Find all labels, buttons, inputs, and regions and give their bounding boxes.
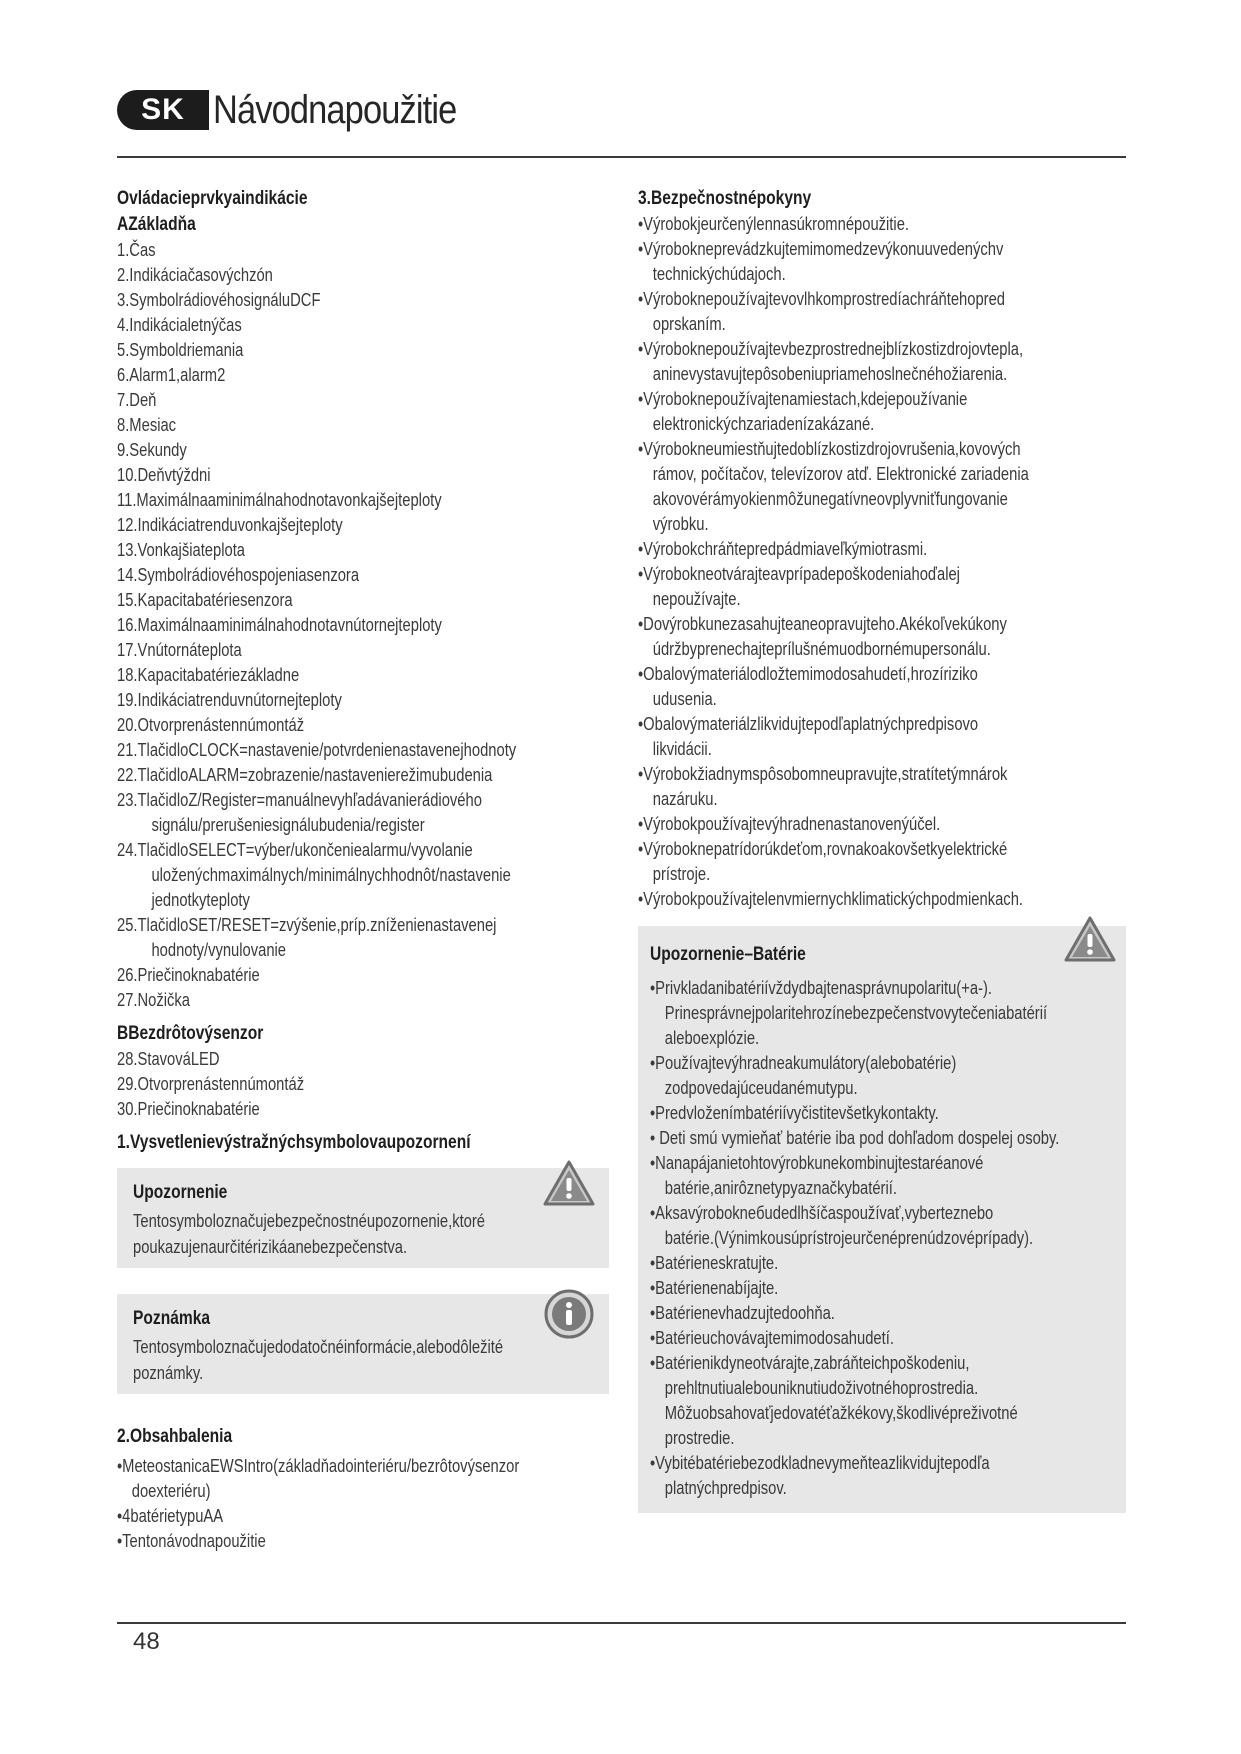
list-item: 9.Sekundy xyxy=(117,440,187,460)
left-column xyxy=(117,186,609,1554)
list-item xyxy=(650,1101,1113,1126)
list-item-text: •Dovýrobkunezasahujteaneopravujteho.Akékoľvekúkony xyxy=(638,614,1007,634)
list-item xyxy=(650,1051,1113,1101)
list-item: 16.Maximálnaaminimálnahodnotavnútornejteploty xyxy=(117,615,442,635)
list-item: 21.TlačidloCLOCK=nastavenie/potvrdenienastavenejhodnoty xyxy=(117,740,517,760)
warning-box xyxy=(117,1168,609,1268)
list-item: 22.TlačidloALARM=zobrazenie/nastavenierežimubudenia xyxy=(117,765,493,785)
list-item-text: •Výrobokneрoužívajtevovlhkomprostredíachráňtehopred xyxy=(638,289,1006,309)
list-item-text: prostredie. xyxy=(664,1428,735,1448)
list-item-text: •Výrobokneotvárajteavprípadepoškodeniahoďalej xyxy=(638,564,960,584)
list-item-text: údržbyprenechajteprílušnémuodbornémupersonálu. xyxy=(652,639,991,659)
list-item-text: udusenia. xyxy=(652,689,717,709)
note-box-text: poznámky. xyxy=(133,1363,204,1383)
list-item xyxy=(638,437,1126,537)
list-item xyxy=(650,1301,1113,1326)
list-item: 24.TlačidloSELECT=výber/ukončeniealarmu/vyvolanie uloženýchmaximálnych/minimálnychhodnôt/nastavenie jednotkyteploty xyxy=(117,840,511,910)
note-box xyxy=(117,1294,609,1394)
list-item xyxy=(638,337,1126,387)
list-item: 30.Priečinoknabatérie xyxy=(117,1099,260,1119)
list-item-text: •Výrobokneрoužívajtenamiestach,kdejepoužívanie xyxy=(638,389,968,409)
list-item: 12.Indikáciatrenduvonkajšejteploty xyxy=(117,515,343,535)
list-item: 15.Kapacitabatériesenzora xyxy=(117,590,293,610)
list-item xyxy=(650,1351,1113,1451)
warning-box-text: poukazujenaurčitérizikáanebezpečenstva. xyxy=(133,1237,408,1257)
battery-warning-box xyxy=(638,926,1126,1513)
list-item: 19.Indikáciatrenduvnútornejteploty xyxy=(117,690,342,710)
list-item xyxy=(638,537,1126,562)
page-title: Návodnapoužitie xyxy=(213,87,457,132)
list-item xyxy=(638,887,1126,912)
list-item xyxy=(650,1451,1113,1501)
list-item: 28.StavováLED xyxy=(117,1049,220,1069)
list-item-text: platnýchpredpisov. xyxy=(664,1478,787,1498)
list-item: 20.Otvorprenástennúmontáž xyxy=(117,715,305,735)
list-item: 14.Symbolrádiovéhospojeniasenzora xyxy=(117,565,360,585)
list-item: 3.SymbolrádiovéhosignáluDCF xyxy=(117,290,321,310)
list-item-text: batérie,anirôznetypyaznačkybatérií. xyxy=(664,1178,897,1198)
list-item xyxy=(650,1326,1113,1351)
list-item-text: •Používajtevýhradneakumulátory(alebobatérie) xyxy=(650,1053,957,1073)
list-item: 4.Indikácialetnýčas xyxy=(117,315,242,335)
section1-heading: 1.Vysvetlenievýstražnýchsymbolovaupozornení xyxy=(117,1132,471,1153)
list-item-text: •Výrobokjeurčenýlennasúkromnépoužitie. xyxy=(638,214,910,234)
list-item-text: zodpovedajúceudanémutypu. xyxy=(664,1078,858,1098)
list-item-text: •Obalovýmateriálodložtemimodosahudetí,hrozíriziko xyxy=(638,664,978,684)
sensor-heading: BBezdrôtovýsenzor xyxy=(117,1023,264,1044)
list-item: 25.TlačidloSET/RESET=zvýšenie,príp.zníženienastavenej hodnoty/vynulovanie xyxy=(117,915,497,960)
list-item-text: prístroje. xyxy=(652,864,711,884)
list-item: 6.Alarm1,alarm2 xyxy=(117,365,226,385)
list-item-text: aninevystavujtepôsobeniupriamehoslnečnéhožiarenia. xyxy=(652,364,1008,384)
list-item-text: •Batérienikdyneotvárajte,zabráňteichpoškodeniu, xyxy=(650,1353,970,1373)
list-item xyxy=(650,976,1113,1051)
list-item-text: •Výrobokžiadnymspôsobomneupravujte,stratítetýmnárok xyxy=(638,764,1008,784)
page-number: 48 xyxy=(133,1628,160,1655)
list-item: 10.Deňvtýždni xyxy=(117,465,211,485)
warning-box-text: Tentosymboloznačujebezpečnostnéupozornenie,ktoré xyxy=(133,1211,486,1231)
list-item xyxy=(650,1251,1113,1276)
list-item xyxy=(638,662,1126,712)
page-header xyxy=(117,88,496,132)
list-item xyxy=(650,1126,1113,1151)
list-item: 13.Vonkajšiateplota xyxy=(117,540,246,560)
list-item-text: aleboexplózie. xyxy=(664,1028,760,1048)
footer-divider xyxy=(117,1622,1126,1624)
list-item-text: •Privkladanibatériívždydbajtenasprávnupolaritu(+a-). xyxy=(650,978,992,998)
list-item: •MeteostanicaEWSIntro(základňadointeriéru/bezrôtovýsenzor doexteriéru) xyxy=(117,1456,520,1501)
list-item xyxy=(650,1201,1113,1251)
controls-heading: Ovládacieprvkyaindikácie xyxy=(117,188,308,209)
language-badge: SK xyxy=(117,90,209,130)
list-item xyxy=(638,212,1126,237)
list-item-text: • Deti smú vymieňať batérie iba pod dohľadom dospelej osoby. xyxy=(650,1128,1060,1148)
base-items-list xyxy=(117,238,609,788)
list-item xyxy=(638,837,1126,887)
list-item: 8.Mesiac xyxy=(117,415,177,435)
list-item: 17.Vnútornáteplota xyxy=(117,640,242,660)
base-heading: AZákladňa xyxy=(117,214,196,235)
list-item: •Tentonávodnapoužitie xyxy=(117,1531,266,1551)
safety-list xyxy=(638,212,1126,912)
list-item-text: •Výrobokneрatrídorúkdeťom,rovnakoakovšetkyelektrické xyxy=(638,839,1008,859)
right-column xyxy=(638,186,1126,1513)
list-item: 27.Nožička xyxy=(117,990,191,1010)
list-item-text: Prinesprávnejpolaritehrozínebezpečenstvovytečeniabatérií xyxy=(664,1003,1048,1023)
list-item-text: elektronickýchzariadenízakázané. xyxy=(652,414,875,434)
list-item-text: •Výrobokpoužívajtevýhradnenastanovenýúčel. xyxy=(638,814,941,834)
list-item xyxy=(638,762,1126,812)
list-item-text: batérie.(Výnimkousúprístrojeurčenéprenúdzovéprípady). xyxy=(664,1228,1034,1248)
list-item-text: •Obalovýmateriálzlikvidujtepodľaplatnýchpredpisovo xyxy=(638,714,979,734)
list-item: 26.Priečinoknabatérie xyxy=(117,965,260,985)
list-item-text: Môžuobsahovaťjedovatéťažkékovy,škodlivéprеživotné xyxy=(664,1403,1018,1423)
list-item-text: likvidácii. xyxy=(652,739,712,759)
list-item-text: •Výrobokchráňtepredpádmiaveľkýmiotrasmi. xyxy=(638,539,928,559)
battery-box-title: Upozornenie–Batérie xyxy=(650,944,806,965)
list-item: 11.Maximálnaaminimálnahodnotavonkajšejteploty xyxy=(117,490,442,510)
battery-list xyxy=(650,976,1113,1501)
note-box-text: Tentosymboloznačujedodatočnéinformácie,alebodôležité xyxy=(133,1337,504,1357)
list-item-text: rámov, počítačov, televízorov atď. Elektronické zariadenia xyxy=(652,464,1029,484)
list-item-text: •Predvloženímbatériívyčistitevšetkykontakty. xyxy=(650,1103,939,1123)
list-item-text: •Aksavýrobokneбudedlhšíčaspoužívať,vyberteznebo xyxy=(650,1203,994,1223)
list-item-text: nazáruku. xyxy=(652,789,718,809)
section3-heading: 3.Bezpečnostnépokyny xyxy=(638,188,812,209)
list-item: 18.Kapacitabatériezákladne xyxy=(117,665,300,685)
list-item xyxy=(638,562,1126,612)
list-item-text: •Batérienevhadzujtedoohňa. xyxy=(650,1303,835,1323)
list-item-text: akovovérámyokienmôžunegatívneovplyvniťfungovanie xyxy=(652,489,1008,509)
list-item xyxy=(638,812,1126,837)
list-item-text: •Výrobokneprevádzkujtemimomedzevýkonuuvedenýchv xyxy=(638,239,1004,259)
list-item-text: •Nanapájanietohtovýrobkunekombinujtestaréanové xyxy=(650,1153,984,1173)
note-box-title: Poznámka xyxy=(133,1308,211,1329)
list-item-text: výrobku. xyxy=(652,514,709,534)
list-item-text: •Batérieuchovávajtemimodosahudetí. xyxy=(650,1328,894,1348)
list-item xyxy=(650,1151,1113,1201)
section2-heading: 2.Obsahbalenia xyxy=(117,1426,233,1447)
list-item: 2.Indikáciačasovýchzón xyxy=(117,265,273,285)
list-item xyxy=(638,387,1126,437)
list-item xyxy=(638,237,1126,287)
list-item-text: •Batérieneskratujte. xyxy=(650,1253,779,1273)
list-item: 5.Symboldriemania xyxy=(117,340,244,360)
list-item xyxy=(650,1276,1113,1301)
header-divider xyxy=(117,156,1126,158)
list-item-text: •Vybitébatériebezodkladnevymeňteazlikvidujtepodľa xyxy=(650,1453,990,1473)
list-item-text: •Výrobokpoužívajtelenvmiernychklimatickýchpodmienkach. xyxy=(638,889,1024,909)
list-item-text: nepoužívajte. xyxy=(652,589,741,609)
list-item: 23.TlačidloZ/Register=manuálnevyhľadávanierádiového signálu/prerušeniesignálubudenia/register xyxy=(117,790,482,835)
list-item-text: oprskaním. xyxy=(652,314,726,334)
list-item-text: •Výrobokneрoužívajtevbezprostrednejblízkostizdrojovtepla, xyxy=(638,339,1024,359)
list-item: 7.Deň xyxy=(117,390,157,410)
warning-box-title: Upozornenie xyxy=(133,1182,228,1203)
list-item: •4batérietypuAA xyxy=(117,1506,224,1526)
list-item-text: •Batérienenabíjajte. xyxy=(650,1278,779,1298)
list-item: 29.Otvorprenástennúmontáž xyxy=(117,1074,305,1094)
list-item xyxy=(638,612,1126,662)
list-item-text: technickýchúdajoch. xyxy=(652,264,786,284)
list-item xyxy=(638,712,1126,762)
list-item-text: prehltnutiualebouniknutiudoživotnéhoprostredia. xyxy=(664,1378,979,1398)
list-item-text: •Výrobokneumiestňujtedoblízkostizdrojovrušenia,kovových xyxy=(638,439,1021,459)
list-item xyxy=(638,287,1126,337)
list-item: 1.Čas xyxy=(117,240,156,260)
